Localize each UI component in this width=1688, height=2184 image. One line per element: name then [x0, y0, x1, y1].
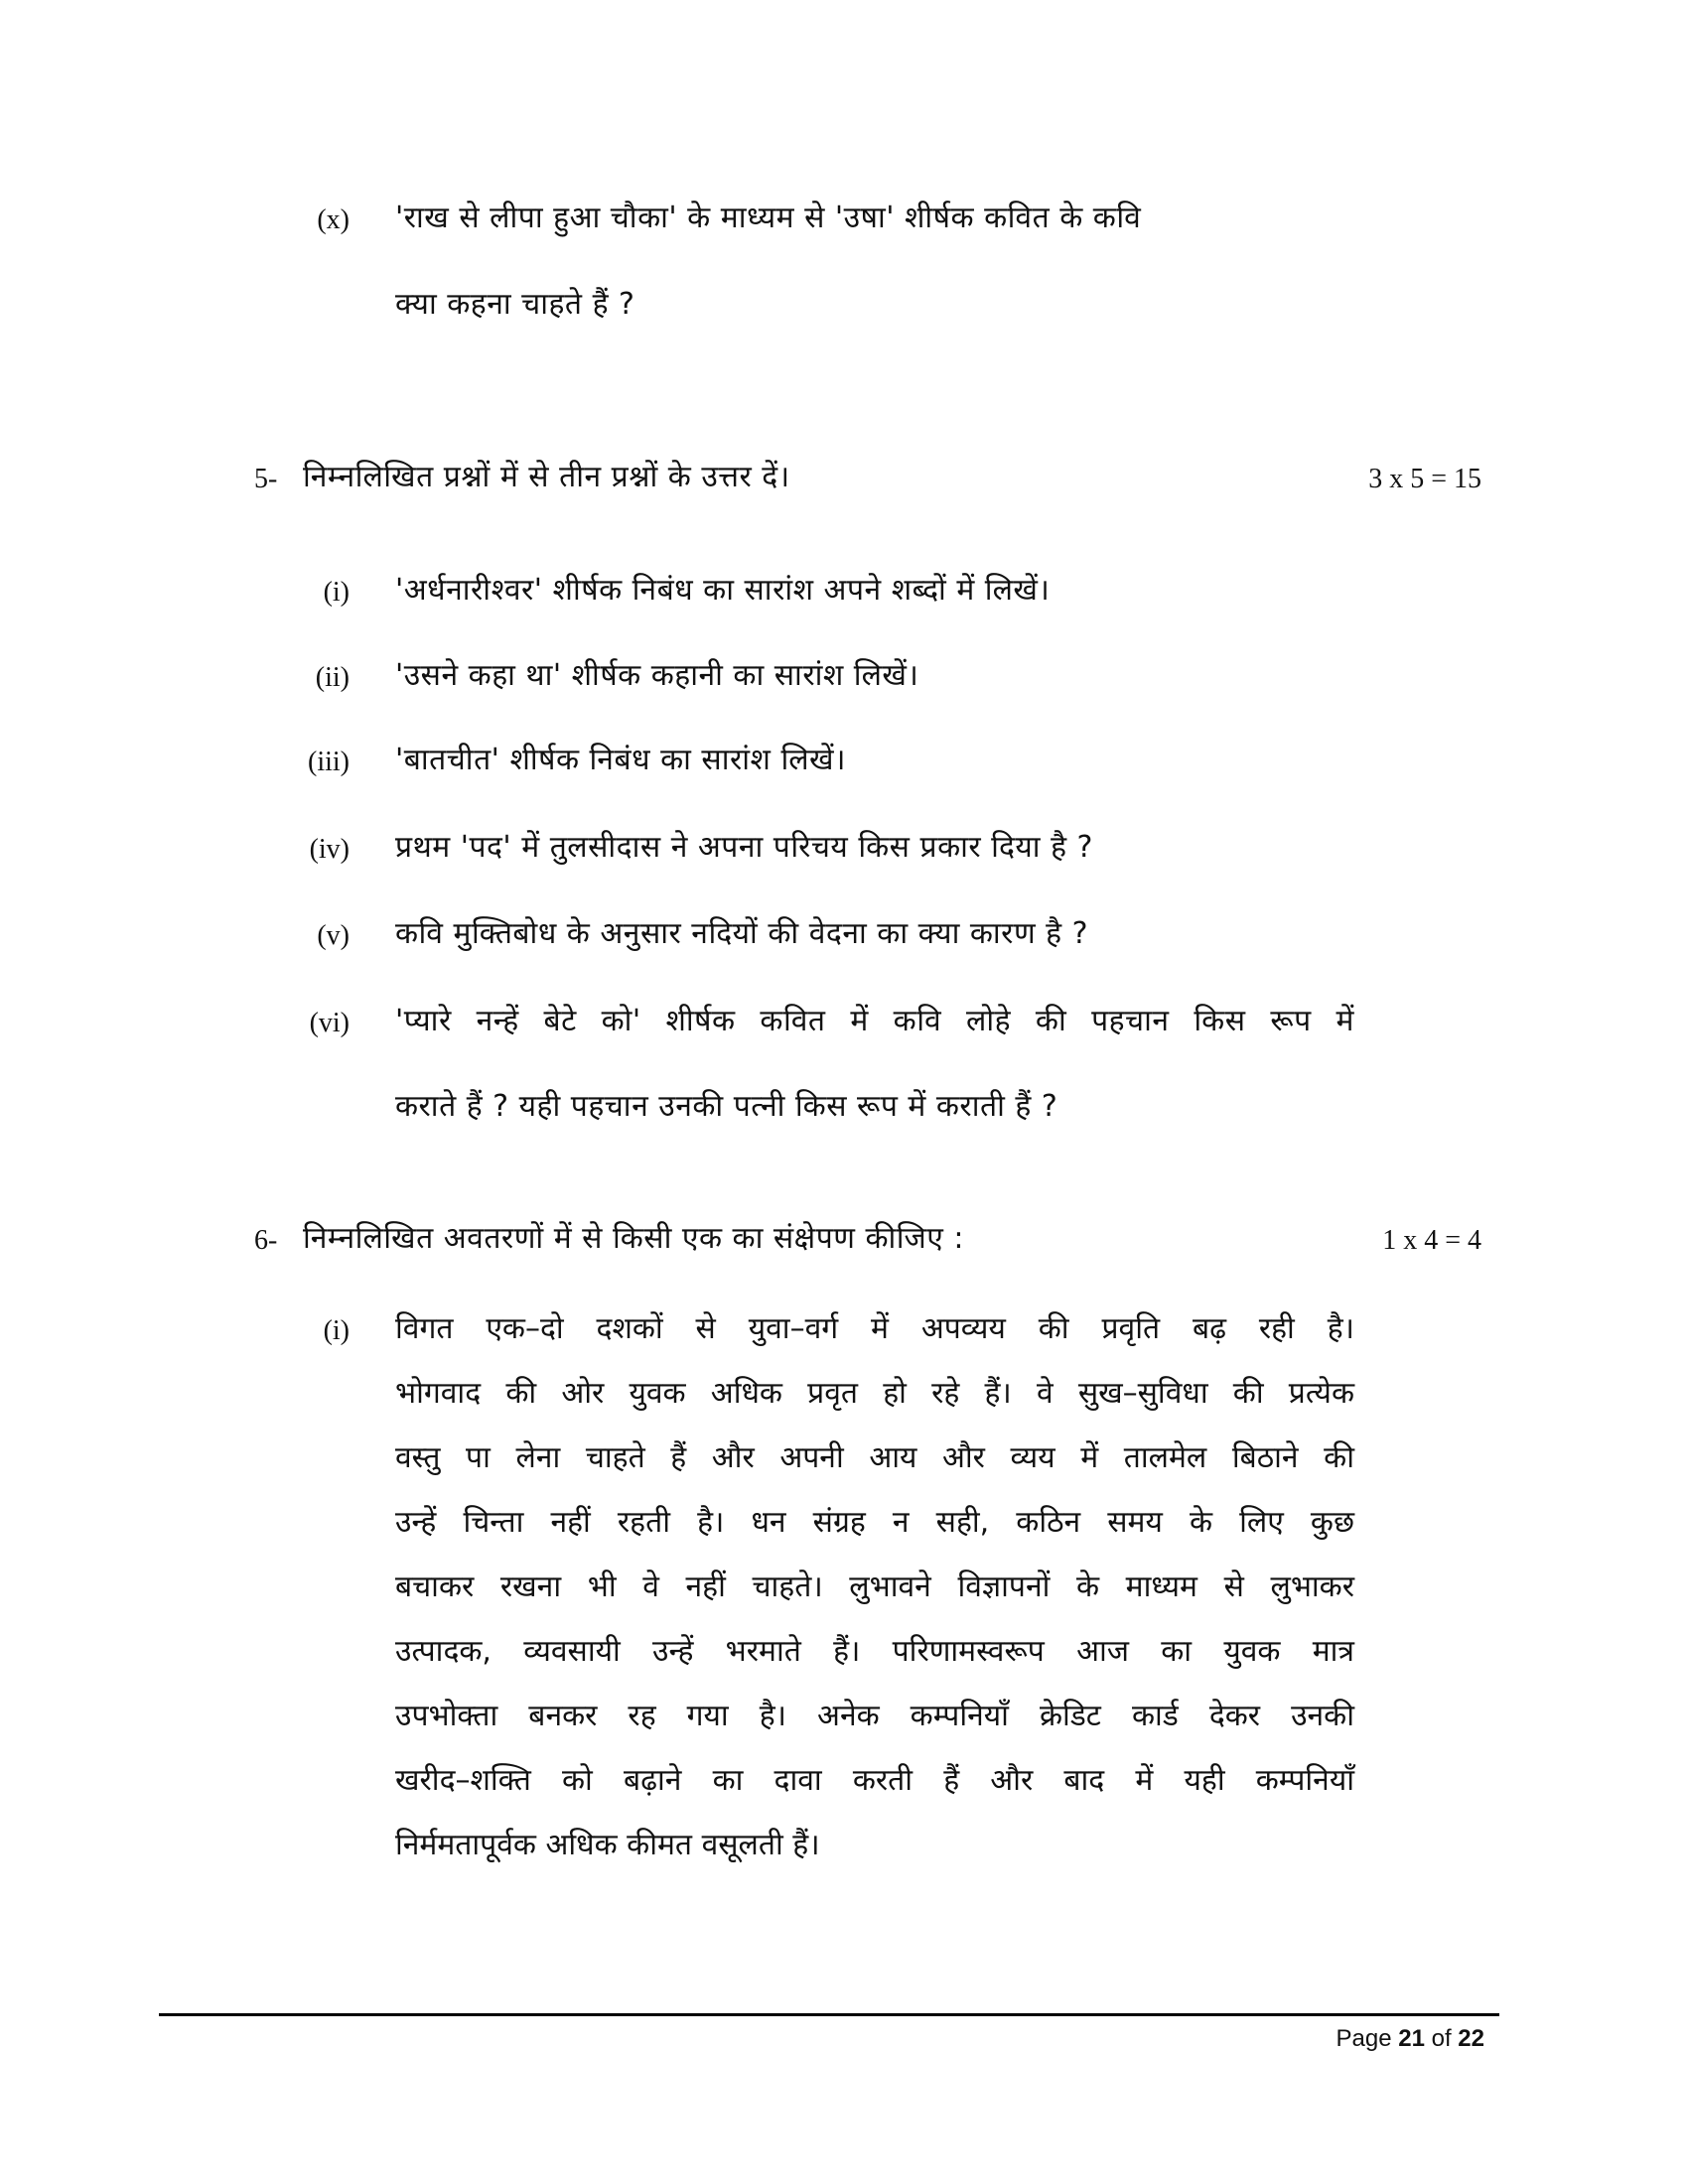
page-number: [1336, 2025, 1485, 2053]
item-label: (vi): [309, 1008, 350, 1038]
item-text-line: 'प्यारे नन्हें बेटे को' शीर्षक कवित में कवि लोहे की पहचान किस रूप में: [395, 1004, 1354, 1038]
passage: [395, 1309, 1354, 1890]
item-text-line: कराते हैं ? यही पहचान उनकी पत्नी किस रूप में कराती हैं ?: [395, 1089, 1058, 1124]
item-text-line: क्या कहना चाहते हैं ?: [395, 287, 635, 322]
item-label: (v): [317, 920, 350, 951]
item-text-line: प्रथम 'पद' में तुलसीदास ने अपना परिचय किस प्रकार दिया है ?: [395, 830, 1093, 865]
page-total: 22: [1458, 2025, 1484, 2052]
page-of: of: [1431, 2025, 1452, 2052]
question-number: 5-: [254, 464, 278, 494]
item-text-line: 'बातचीत' शीर्षक निबंध का सारांश लिखें।: [395, 743, 846, 777]
item-text-line: 'राख से लीपा हुआ चौका' के माध्यम से 'उषा' शीर्षक कवित के कवि: [395, 201, 1142, 235]
item-label: (i): [323, 1315, 350, 1346]
passage-line: उन्हें चिन्ता नहीं रहती है। धन संग्रह न सही, कठिन समय के लिए कुछ: [395, 1505, 1354, 1540]
passage-line: भोगवाद की ओर युवक अधिक प्रवृत हो रहे हैं। वे सुख–सुविधा की प्रत्येक: [395, 1376, 1354, 1411]
passage-line: खरीद–शक्ति को बढ़ाने का दावा करती हैं और बाद में यही कम्पनियाँ: [395, 1763, 1354, 1798]
question-number: 6-: [254, 1225, 278, 1256]
page-prefix: Page: [1336, 2025, 1392, 2052]
item-label: (iii): [308, 747, 350, 777]
question-marks: 1 x 4 = 4: [1382, 1225, 1481, 1256]
question-prompt: निम्नलिखित प्रश्नों में से तीन प्रश्नों के उत्तर दें।: [303, 460, 790, 494]
question-marks: 3 x 5 = 15: [1368, 464, 1481, 494]
passage-line: वस्तु पा लेना चाहते हैं और अपनी आय और व्यय में तालमेल बिठाने की: [395, 1440, 1354, 1475]
item-text-line: कवि मुक्तिबोध के अनुसार नदियों की वेदना का क्या कारण है ?: [395, 916, 1089, 951]
passage-line: विगत एक–दो दशकों से युवा–वर्ग में अपव्यय की प्रवृति बढ़ रही है।: [395, 1311, 1354, 1346]
item-text-line: 'अर्धनारीश्वर' शीर्षक निबंध का सारांश अपने शब्दों में लिखें।: [395, 573, 1051, 608]
item-label: (ii): [315, 662, 350, 693]
item-label: (x): [317, 205, 350, 235]
question-prompt: निम्नलिखित अवतरणों में से किसी एक का संक्षेपण कीजिए :: [303, 1221, 965, 1256]
page-current: 21: [1398, 2025, 1425, 2052]
passage-line: निर्ममतापूर्वक अधिक कीमत वसूलती हैं।: [395, 1828, 820, 1862]
item-text-line: 'उसने कहा था' शीर्षक कहानी का सारांश लिखें।: [395, 658, 919, 693]
footer-rule: [159, 2013, 1499, 2016]
passage-line: बचाकर रखना भी वे नहीं चाहते। लुभावने विज्ञापनों के माध्यम से लुभाकर: [395, 1570, 1354, 1604]
item-label: (iv): [309, 834, 350, 865]
item-label: (i): [323, 577, 350, 608]
passage-line: उपभोक्ता बनकर रह गया है। अनेक कम्पनियाँ क्रेडिट कार्ड देकर उनकी: [395, 1699, 1354, 1733]
passage-line: उत्पादक, व्यवसायी उन्हें भरमाते हैं। परिणामस्वरूप आज का युवक मात्र: [395, 1634, 1354, 1669]
